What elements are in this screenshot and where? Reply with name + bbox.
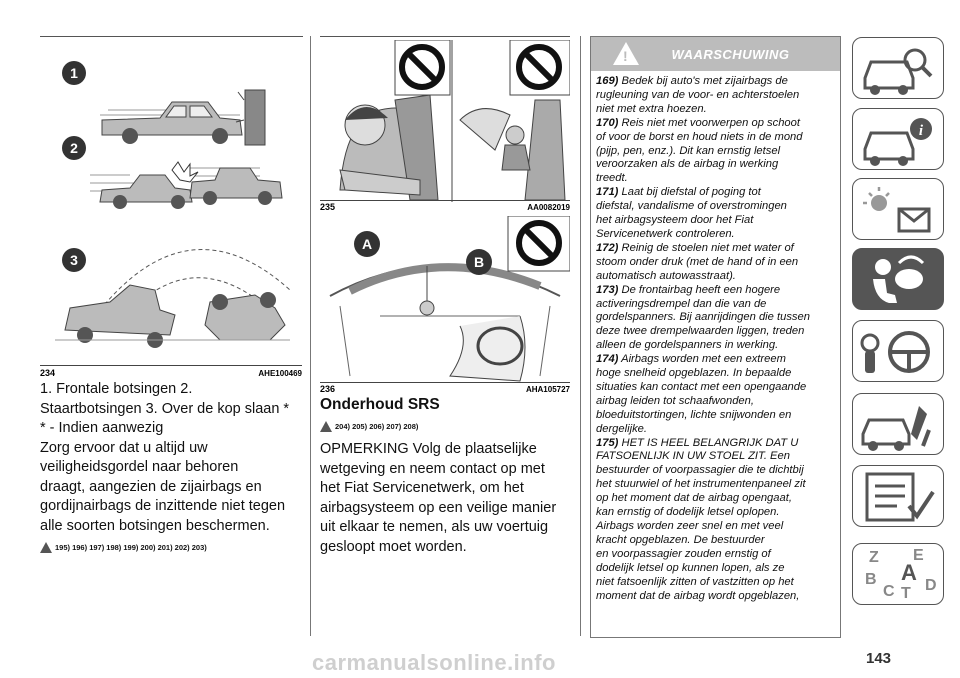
body-line: draagt, aangezien de zijairbags en bbox=[40, 478, 262, 495]
chapter-tab-warning-lights[interactable] bbox=[852, 178, 944, 240]
body-line: veiligheidsgordel naar behoren bbox=[40, 459, 239, 475]
warning-item-text: stoom onder druk (met de hand of in een bbox=[596, 255, 799, 268]
marker-3-label: 3 bbox=[70, 252, 78, 268]
warning-item-line bbox=[596, 478, 836, 492]
hanging-ornament bbox=[420, 266, 434, 315]
body-line: wetgeving en neem contact op met bbox=[320, 460, 545, 477]
figure-235-number: 235 bbox=[320, 202, 336, 212]
warning-item-text: Laat bij diefstal of poging tot bbox=[621, 186, 761, 199]
no-sign-icon-right bbox=[510, 40, 570, 95]
warning-item-text: niet fatsoenlijk zitten of vastzitten op het bbox=[596, 575, 794, 588]
warning-item-line bbox=[596, 325, 836, 339]
warning-body bbox=[591, 71, 840, 603]
warning-item-line bbox=[596, 131, 836, 145]
warning-item-text: FATSOENLIJK IN UW STOEL ZIT. Een bbox=[596, 450, 790, 463]
warning-item-line bbox=[596, 520, 836, 534]
warning-item-text: alleen de gordelspanners in werking. bbox=[596, 339, 779, 352]
warning-item-line bbox=[596, 353, 836, 367]
chapter-tab-checklist[interactable] bbox=[852, 465, 944, 527]
warning-item-text: diefstal, vandalisme of overstromingen bbox=[596, 200, 787, 213]
warning-item-text: dergelijke. bbox=[596, 422, 647, 435]
no-sign-icon bbox=[508, 216, 570, 271]
warning-item-line bbox=[596, 89, 836, 103]
warning-item-text: Airbags worden zeer snel en met veel bbox=[596, 520, 784, 532]
warning-item-text: Airbags worden met een extreem bbox=[621, 353, 786, 366]
warning-title: WAARSCHUWING bbox=[671, 46, 790, 62]
warning-item-line bbox=[596, 506, 836, 520]
column-2-text bbox=[320, 395, 575, 557]
figure-236-number: 236 bbox=[320, 384, 336, 394]
warning-item-number: 169) bbox=[596, 75, 619, 87]
warning-item-text: situaties kan contact met een opengaande bbox=[596, 380, 807, 393]
index-letters-icon bbox=[853, 544, 941, 602]
watermark: carmanualsonline.info bbox=[312, 650, 556, 675]
warning-item-text: De frontairbag heeft een hogere bbox=[621, 283, 781, 296]
warning-item-line bbox=[596, 381, 836, 395]
warning-item-line bbox=[596, 548, 836, 562]
warning-item-line bbox=[596, 339, 836, 353]
warning-item-text: airbag leiden tot schaafwonden, bbox=[596, 394, 754, 407]
person-with-objects-scene bbox=[340, 95, 438, 200]
marker-1-label: 1 bbox=[70, 65, 78, 81]
warning-item-line bbox=[596, 409, 836, 423]
index-letter: Z bbox=[869, 549, 879, 566]
warning-item-text: Reinig de stoelen niet met water of bbox=[621, 241, 794, 254]
warning-item-number: 171) bbox=[596, 186, 619, 199]
body-line: gesloopt moet worden. bbox=[320, 538, 467, 555]
car-search-icon bbox=[853, 38, 941, 96]
index-letter: C bbox=[883, 583, 895, 600]
warning-item-number: 175) bbox=[596, 436, 619, 449]
index-letter: A bbox=[901, 560, 917, 585]
chapter-tab-key-steering[interactable] bbox=[852, 320, 944, 382]
figure-236 bbox=[320, 216, 570, 394]
index-letter: T bbox=[901, 585, 911, 602]
warning-item-line bbox=[596, 214, 836, 228]
figure-236-code: AHA105727 bbox=[525, 385, 570, 394]
warning-item-line bbox=[596, 256, 836, 270]
warning-item-line bbox=[596, 298, 836, 312]
figure-235-code: AA0082019 bbox=[527, 203, 570, 212]
warning-item-text: treedt. bbox=[596, 172, 628, 185]
warning-item-line bbox=[596, 562, 836, 576]
warning-item-line bbox=[596, 437, 836, 451]
warning-item-text: het stuurwiel of het instrumentenpaneel zit bbox=[596, 478, 806, 491]
warning-item-text: HET IS HEEL BELANGRIJK DAT U bbox=[621, 436, 799, 449]
warning-item-text: het airbagsysteem door het Fiat bbox=[596, 214, 754, 227]
no-sign-icon-left bbox=[395, 40, 450, 95]
warning-reference-numbers[interactable]: 195) 196) 197) 198) 199) 200) 201) 202) 203) bbox=[55, 543, 207, 552]
marker-2-label: 2 bbox=[70, 140, 78, 156]
collision-legend-line-1: 1. Frontale botsingen 2. bbox=[40, 381, 193, 397]
warning-item-line bbox=[596, 186, 836, 200]
warning-box bbox=[590, 36, 841, 638]
body-line: OPMERKING Volg de plaatselijke bbox=[320, 441, 537, 457]
figure-234 bbox=[40, 40, 302, 378]
marker-a bbox=[354, 231, 380, 257]
warning-item-text: hoge snelheid opgeblazen. In bepaalde bbox=[596, 367, 792, 380]
warning-item-text: automatisch autowasstraat). bbox=[596, 269, 736, 282]
warning-item-line bbox=[596, 270, 836, 284]
warning-item-number: 173) bbox=[596, 283, 619, 296]
warning-item-text: gordelspanners. Bij aanrijdingen die tussen bbox=[596, 311, 810, 324]
warning-triangle-icon bbox=[320, 421, 332, 432]
body-line: het Fiat Servicenetwerk, om het bbox=[320, 480, 524, 496]
airbag-location-illustration bbox=[320, 216, 570, 394]
car-info-icon bbox=[853, 109, 941, 167]
warning-item-text: bloeduitstortingen, lichte snijwonden en bbox=[596, 408, 792, 421]
warning-triangle-icon: ! bbox=[613, 42, 639, 65]
collision-legend-line-2: Staartbotsingen 3. Over de kop slaan * bbox=[40, 400, 290, 417]
warning-item-line bbox=[596, 450, 836, 464]
warning-item-text: of voor de borst en houd niets in de mond bbox=[596, 130, 803, 143]
warning-item-text: niet met extra hoezen. bbox=[596, 102, 707, 115]
warning-item-text: activeringsdrempel dan die van de bbox=[596, 297, 767, 310]
top-rule-col2 bbox=[320, 36, 570, 37]
rollover-cars bbox=[55, 250, 290, 349]
figure-234-number: 234 bbox=[40, 368, 56, 378]
warning-item-text: op het moment dat de airbag opengaat, bbox=[596, 492, 792, 505]
column-divider bbox=[310, 36, 311, 636]
rear-collision-cars bbox=[90, 162, 282, 209]
warning-item-text: deze twee drempelwaarden liggen, treden bbox=[596, 325, 805, 338]
chapter-tab-car-tools[interactable] bbox=[852, 393, 944, 455]
warning-item-line bbox=[596, 395, 836, 409]
footnote-if-present: * - Indien aanwezig bbox=[40, 420, 164, 436]
warning-reference-numbers[interactable]: 204) 205) 206) 207) 208) bbox=[335, 421, 419, 431]
body-line: airbagsysteem op een veilige manier bbox=[320, 499, 557, 516]
svg-text:i: i bbox=[918, 123, 924, 139]
index-letter: D bbox=[925, 577, 937, 594]
marker-b bbox=[466, 249, 492, 275]
warning-item-line bbox=[596, 242, 836, 256]
warning-item-line bbox=[596, 534, 836, 548]
warning-item-line bbox=[596, 172, 836, 186]
warning-item-text: bestuurder of voorpassagier die te dichtbij bbox=[596, 464, 804, 477]
frontal-collision-car bbox=[100, 90, 265, 145]
warning-item-text: rugleuning van de voor- en achterstoelen bbox=[596, 88, 800, 101]
figure-234-code: AHE100469 bbox=[258, 369, 302, 378]
warning-item-text: Servicenetwerk controleren. bbox=[596, 227, 735, 240]
warning-item-text: kracht opgeblazen. De bestuurder bbox=[596, 533, 765, 546]
warning-item-text: Bedek bij auto's met zijairbags de bbox=[621, 75, 788, 87]
warning-item-line bbox=[596, 576, 836, 590]
collision-types-illustration bbox=[40, 40, 302, 378]
warning-lights-icon bbox=[853, 179, 941, 237]
figure-235 bbox=[320, 40, 570, 212]
body-line: alle soorten botsingen beschermen. bbox=[40, 517, 270, 534]
index-letter: E bbox=[913, 547, 924, 564]
key-steering-icon bbox=[853, 321, 941, 379]
body-line: uit elkaar te nemen, als uw voertuig bbox=[320, 519, 549, 535]
warning-item-line bbox=[596, 464, 836, 478]
warning-item-text: kan ernstig of dodelijk letsel oplopen. bbox=[596, 506, 780, 519]
airbag-seating-illustration bbox=[320, 40, 570, 212]
warning-item-line bbox=[596, 75, 836, 89]
warning-item-number: 170) bbox=[596, 116, 619, 129]
top-rule-col1 bbox=[40, 36, 303, 37]
warning-item-line bbox=[596, 311, 836, 325]
warning-item-line bbox=[596, 590, 836, 604]
column-divider bbox=[580, 36, 581, 636]
warning-item-text: Reis niet met voorwerpen op schoot bbox=[621, 116, 800, 129]
warning-item-text: veroorzaken als de airbag in werking bbox=[596, 158, 779, 171]
warning-item-line bbox=[596, 145, 836, 159]
warning-item-line bbox=[596, 492, 836, 506]
warning-item-text: (pijp, pen, enz.). Dit kan ernstig letsel bbox=[596, 144, 781, 157]
warning-item-line bbox=[596, 117, 836, 131]
index-letter: B bbox=[865, 571, 877, 588]
warning-item-text: dodelijk letsel op kunnen lopen, als ze bbox=[596, 561, 785, 574]
marker-a-label: A bbox=[361, 236, 373, 252]
warning-item-line bbox=[596, 158, 836, 172]
checklist-icon bbox=[853, 466, 941, 524]
warning-item-line bbox=[596, 228, 836, 242]
warning-item-text: moment dat de airbag wordt opgeblazen, bbox=[596, 589, 800, 602]
child-seat-scene bbox=[460, 100, 565, 200]
chapter-tab-car-info[interactable] bbox=[852, 108, 944, 170]
chapter-tab-airbag-seat[interactable] bbox=[852, 248, 944, 310]
section-heading: Onderhoud SRS bbox=[320, 396, 440, 413]
marker-1 bbox=[62, 61, 86, 85]
warning-item-line bbox=[596, 200, 836, 214]
warning-item-text: en voorpassagier zouden ernstig of bbox=[596, 547, 771, 560]
page-number: 143 bbox=[866, 650, 892, 667]
airbag-seat-icon bbox=[853, 249, 941, 307]
warning-header bbox=[591, 37, 840, 71]
warning-triangle-icon bbox=[40, 542, 52, 553]
warning-item-number: 174) bbox=[596, 353, 619, 366]
body-line: Zorg ervoor dat u altijd uw bbox=[40, 439, 208, 456]
warning-item-line bbox=[596, 367, 836, 381]
marker-b-label: B bbox=[473, 254, 485, 270]
column-1-text bbox=[40, 380, 308, 562]
car-tools-icon bbox=[853, 394, 941, 452]
warning-item-line bbox=[596, 284, 836, 298]
warning-item-line bbox=[596, 103, 836, 117]
warning-references bbox=[320, 417, 575, 437]
warning-item-number: 172) bbox=[596, 241, 619, 254]
marker-3 bbox=[62, 248, 86, 272]
chapter-tab-index-letters[interactable] bbox=[852, 543, 944, 605]
marker-2 bbox=[62, 136, 86, 160]
warning-references bbox=[40, 538, 308, 558]
chapter-tab-car-search[interactable] bbox=[852, 37, 944, 99]
body-line: gordijnairbags de inzittende niet tegen bbox=[40, 498, 286, 514]
warning-item-line bbox=[596, 423, 836, 437]
